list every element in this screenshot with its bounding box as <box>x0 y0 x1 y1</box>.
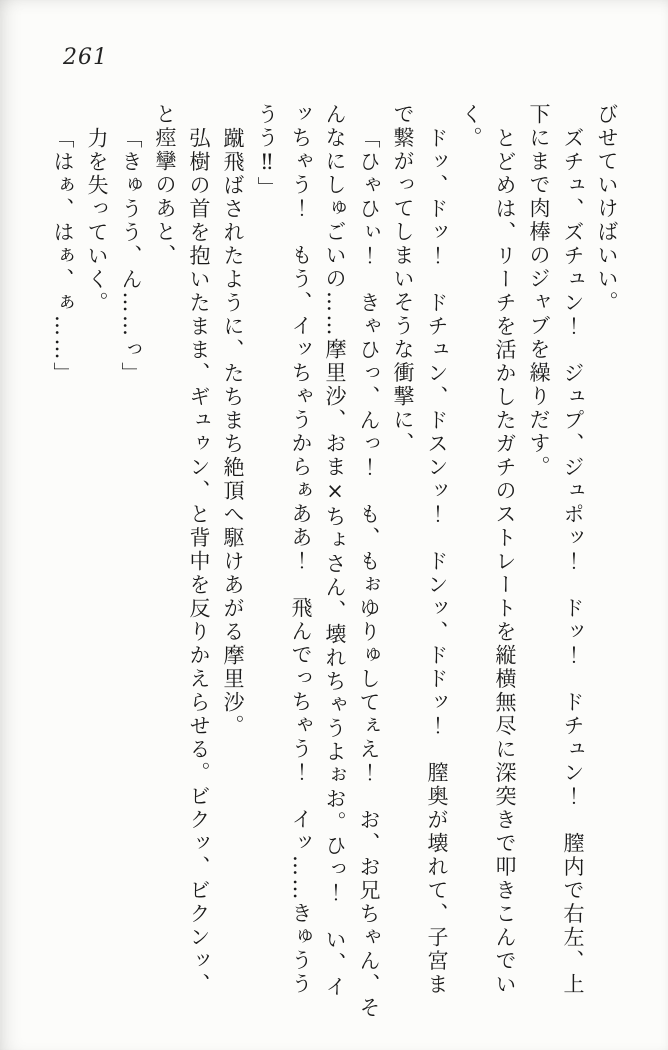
text-column: 弘樹の首を抱いたまま、ギュゥン、と背中を反りかえらせる。ビクッ、ビクンッ、 <box>187 126 211 996</box>
text-column: うう‼」 <box>255 103 279 200</box>
text-column: 「きゅうう、ん……っ」 <box>119 126 143 385</box>
text-column: 力を失っていく。 <box>85 126 109 315</box>
text-column: 「ひゃひぃ！ きゃひっ、んっ！ も、もぉゆりゅしてぇえ！ お、お兄ちゃん、そ <box>357 126 381 1020</box>
text-block <box>46 103 624 1021</box>
text-column: 蹴飛ばされたように、たちまち絶頂へ駆けあがる摩里沙。 <box>221 126 245 738</box>
text-column: 下にまで肉棒のジャブを繰りだす。 <box>527 103 551 479</box>
page-number: 261 <box>63 45 108 70</box>
text-column: と痙攣のあと、 <box>153 103 177 268</box>
text-column: ズチュ、ズチュン！ ジュプ、ジュポッ！ ドッ！ ドチュン！ 膣内で右左、上 <box>561 126 585 996</box>
text-column: びせていけばいい。 <box>595 103 619 315</box>
text-column: で繋がってしまいそうな衝撃に、 <box>391 103 415 456</box>
text-column: く。 <box>459 103 483 150</box>
text-column: んなにしゅごいの……摩里沙、おま×ちょさん、壊れちゃうよぉお。ひっ！ い、イ <box>323 103 347 999</box>
text-column: 「はぁ、はぁ、ぁ……」 <box>51 126 75 385</box>
text-column: ドッ、ドッ！ ドチュン、ドスンッ！ ドンッ、ドドッ！ 膣奥が壊れて、子宮ま <box>425 126 449 996</box>
text-column: ッちゃう！ もう、イッちゃうからぁああ！ 飛んでっちゃう！ イッ……きゅうう <box>289 103 313 996</box>
text-column: とどめは、リーチを活かしたガチのストレートを縦横無尽に深突きで叩きこんでい <box>493 126 517 996</box>
